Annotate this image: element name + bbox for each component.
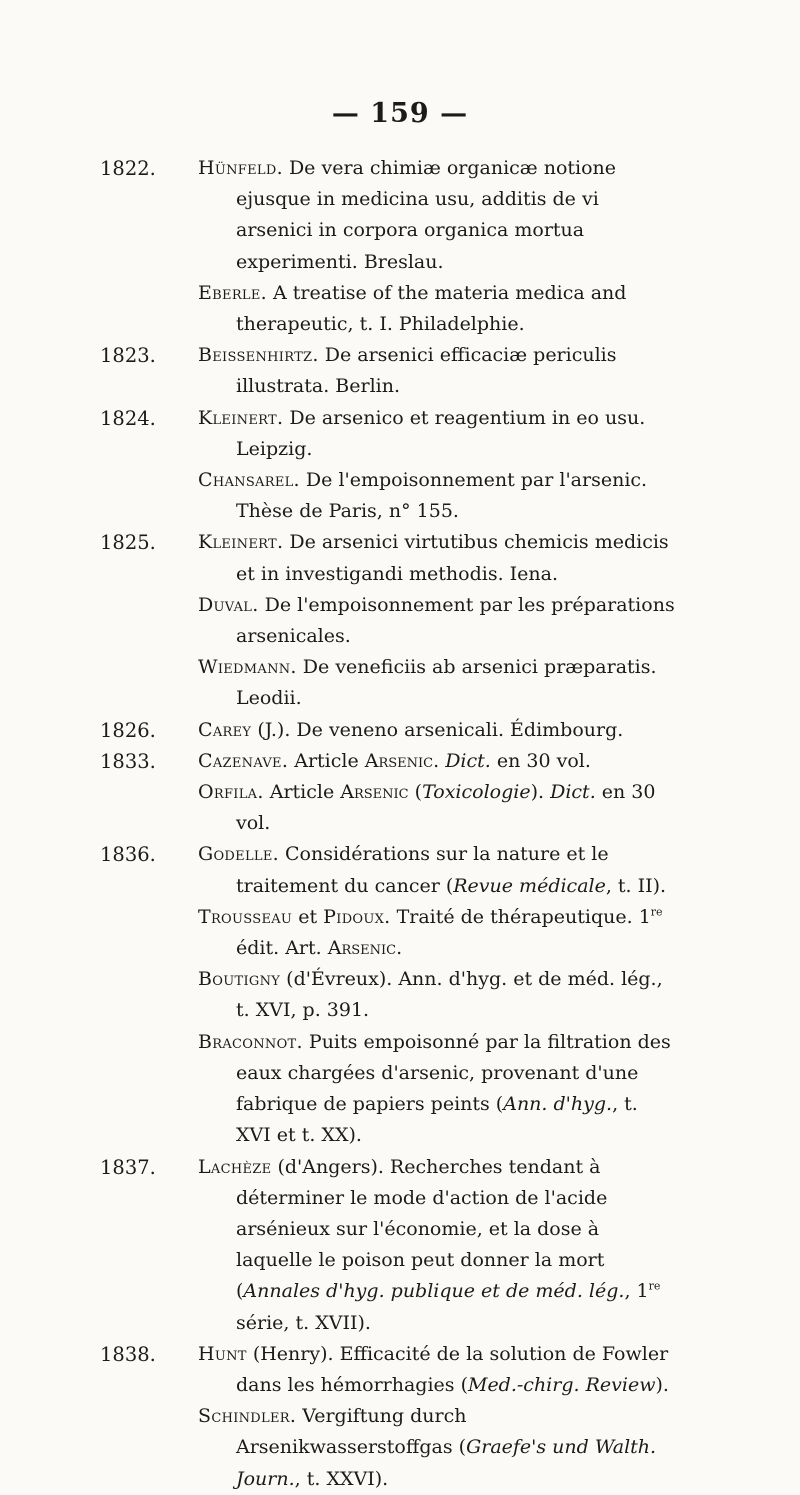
- entry-author: Hünfeld.: [198, 157, 283, 179]
- list-item: [100, 715, 678, 746]
- entry-year: 1824.: [100, 406, 156, 430]
- entry-year: 1838.: [100, 1342, 156, 1366]
- entry-year: 1823.: [100, 344, 156, 368]
- list-item: [158, 652, 678, 714]
- entry-text: De arsenici efficaciæ periculis illustrata. Berlin.: [236, 344, 617, 398]
- entry-text: Puits empoisonné par la filtration des eaux chargées d'arsenic, provenant d'une fabrique de papiers peints (: [236, 1030, 671, 1116]
- list-item: [158, 278, 678, 340]
- entry-year: 1837.: [100, 1155, 156, 1179]
- list-item: [100, 1152, 678, 1339]
- entry-keyword: Arsenic.: [364, 749, 440, 772]
- entry-year: 1822.: [100, 157, 156, 180]
- entry-author: Beissenhirtz.: [198, 344, 319, 367]
- entry-title-italic: Toxicologie: [422, 781, 531, 804]
- entry-text: Vergiftung durch Arsenikwasserstoffgas (: [236, 1405, 467, 1459]
- entry-text: De veneficiis ab arsenici præparatis. Leodii.: [236, 656, 657, 710]
- list-item: [158, 465, 678, 527]
- entry-keyword: Arsenic.: [327, 937, 403, 960]
- entry-author: Boutigny: [198, 968, 281, 991]
- entry-author: Wiedmann.: [198, 656, 297, 679]
- entry-author: Trousseau: [198, 905, 293, 928]
- entry-text: (Henry). Efficacité de la solution de Fowler dans les hémorrhagies (: [236, 1342, 669, 1396]
- list-item: [100, 527, 678, 589]
- entry-text: , t. II).: [605, 874, 667, 897]
- ordinal-superscript: re: [648, 1279, 661, 1293]
- entry-text: De l'empoisonnement par les préparations arsenicales.: [236, 593, 675, 648]
- page-number: — 159 —: [331, 98, 469, 129]
- entry-author: Schindler.: [198, 1405, 297, 1428]
- entry-text: Traité de thérapeutique. 1: [390, 905, 651, 928]
- entry-text: et: [292, 905, 324, 928]
- entry-text: (d'Évreux). Ann. d'hyg. et de méd. lég., t. XVI, p. 391.: [236, 968, 663, 1022]
- entry-title-italic: Med.-chirg. Review: [467, 1373, 656, 1396]
- entry-author: Eberle.: [198, 281, 267, 304]
- list-item: [100, 1339, 678, 1401]
- entry-text: .: [538, 781, 551, 804]
- entry-text: , 1: [624, 1280, 649, 1303]
- entry-author: Chansarel.: [198, 469, 300, 492]
- entry-year: 1833.: [100, 749, 156, 773]
- entry-title-italic: Annales d'hyg. publique et de méd. lég.: [243, 1280, 625, 1303]
- entry-text: en 30 vol.: [490, 749, 591, 772]
- list-item: [100, 340, 678, 402]
- list-item: [100, 403, 678, 465]
- entry-title-italic: Dict.: [439, 749, 491, 772]
- list-item: [100, 839, 678, 901]
- entry-author: Pidoux.: [323, 905, 391, 928]
- entry-text: , t. XXVI).: [294, 1467, 389, 1490]
- entry-text: A treatise of the materia medica and therapeutic, t. I. Philadelphie.: [236, 281, 627, 336]
- entry-text: (d'Angers). Recherches tendant à déterminer le mode d'action de l'acide arsénieux sur l'économie, et la dose à laquelle le poison peut donner la mort (: [236, 1155, 608, 1303]
- entry-year: 1836.: [100, 843, 156, 867]
- entry-author: Godelle.: [198, 843, 279, 866]
- list-item: [100, 746, 678, 777]
- entry-author: Braconnot.: [198, 1030, 303, 1053]
- list-item: [158, 1401, 678, 1495]
- entry-author: Cazenave.: [198, 749, 289, 772]
- entry-text: Considérations sur la nature et le traitement du cancer (: [236, 843, 609, 897]
- list-item: Orfila. Article Arsenic (Toxicologie). Dict. en 30 vol.: [198, 781, 656, 835]
- entry-title-italic: Dict.: [550, 781, 596, 804]
- entry-year: 1826.: [100, 718, 156, 742]
- entry-text: De arsenico et reagentium in eo usu. Leipzig.: [236, 406, 646, 460]
- entry-year: 1825.: [100, 531, 156, 555]
- entry-text: série, t. XVII).: [236, 1311, 371, 1334]
- entry-author: Carey: [198, 718, 252, 741]
- bibliography-list: [100, 153, 678, 1495]
- list-item: [158, 964, 678, 1026]
- entry-author: Orfila.: [198, 781, 264, 804]
- entry-text: ).: [655, 1373, 669, 1396]
- entry-author: Kleinert.: [198, 406, 284, 429]
- entry-title-italic: Ann. d'hyg.: [503, 1093, 613, 1116]
- entry-title-italic: Graefe's und Walth. Journ.: [236, 1436, 657, 1490]
- list-item: [158, 1027, 678, 1152]
- entry-text: De l'empoisonnement par l'arsenic. Thèse de Paris, n° 155.: [236, 469, 648, 523]
- entry-author: Hunt: [198, 1342, 247, 1365]
- entry-title-italic: Revue médicale: [453, 874, 606, 897]
- list-item: [100, 153, 678, 278]
- entry-keyword: Arsenic: [340, 781, 409, 804]
- list-item: [158, 590, 678, 652]
- entry-author: Lachèze: [198, 1155, 272, 1178]
- entry-text: (J.). De veneno arsenicali. Édimbourg.: [251, 718, 624, 741]
- entry-text: De arsenici virtutibus chemicis medicis et in investigandi methodis. Iena.: [236, 531, 669, 585]
- entry-author: Duval.: [198, 593, 259, 616]
- entry-text: en 30 vol.: [236, 781, 656, 835]
- entry-text: , t. XVI et t. XX).: [236, 1093, 638, 1147]
- entry-author: Kleinert.: [198, 531, 284, 554]
- ordinal-superscript: re: [650, 905, 663, 919]
- entry-text: édit. Art.: [236, 937, 328, 960]
- entry-text: De vera chimiæ organicæ notione ejusque in medicina usu, additis de vi arsenici in corpora organica mortua experimenti. Breslau.: [236, 157, 617, 273]
- list-item: [158, 902, 678, 964]
- entry-text: Article: [288, 749, 365, 772]
- entry-text: Article: [263, 781, 341, 804]
